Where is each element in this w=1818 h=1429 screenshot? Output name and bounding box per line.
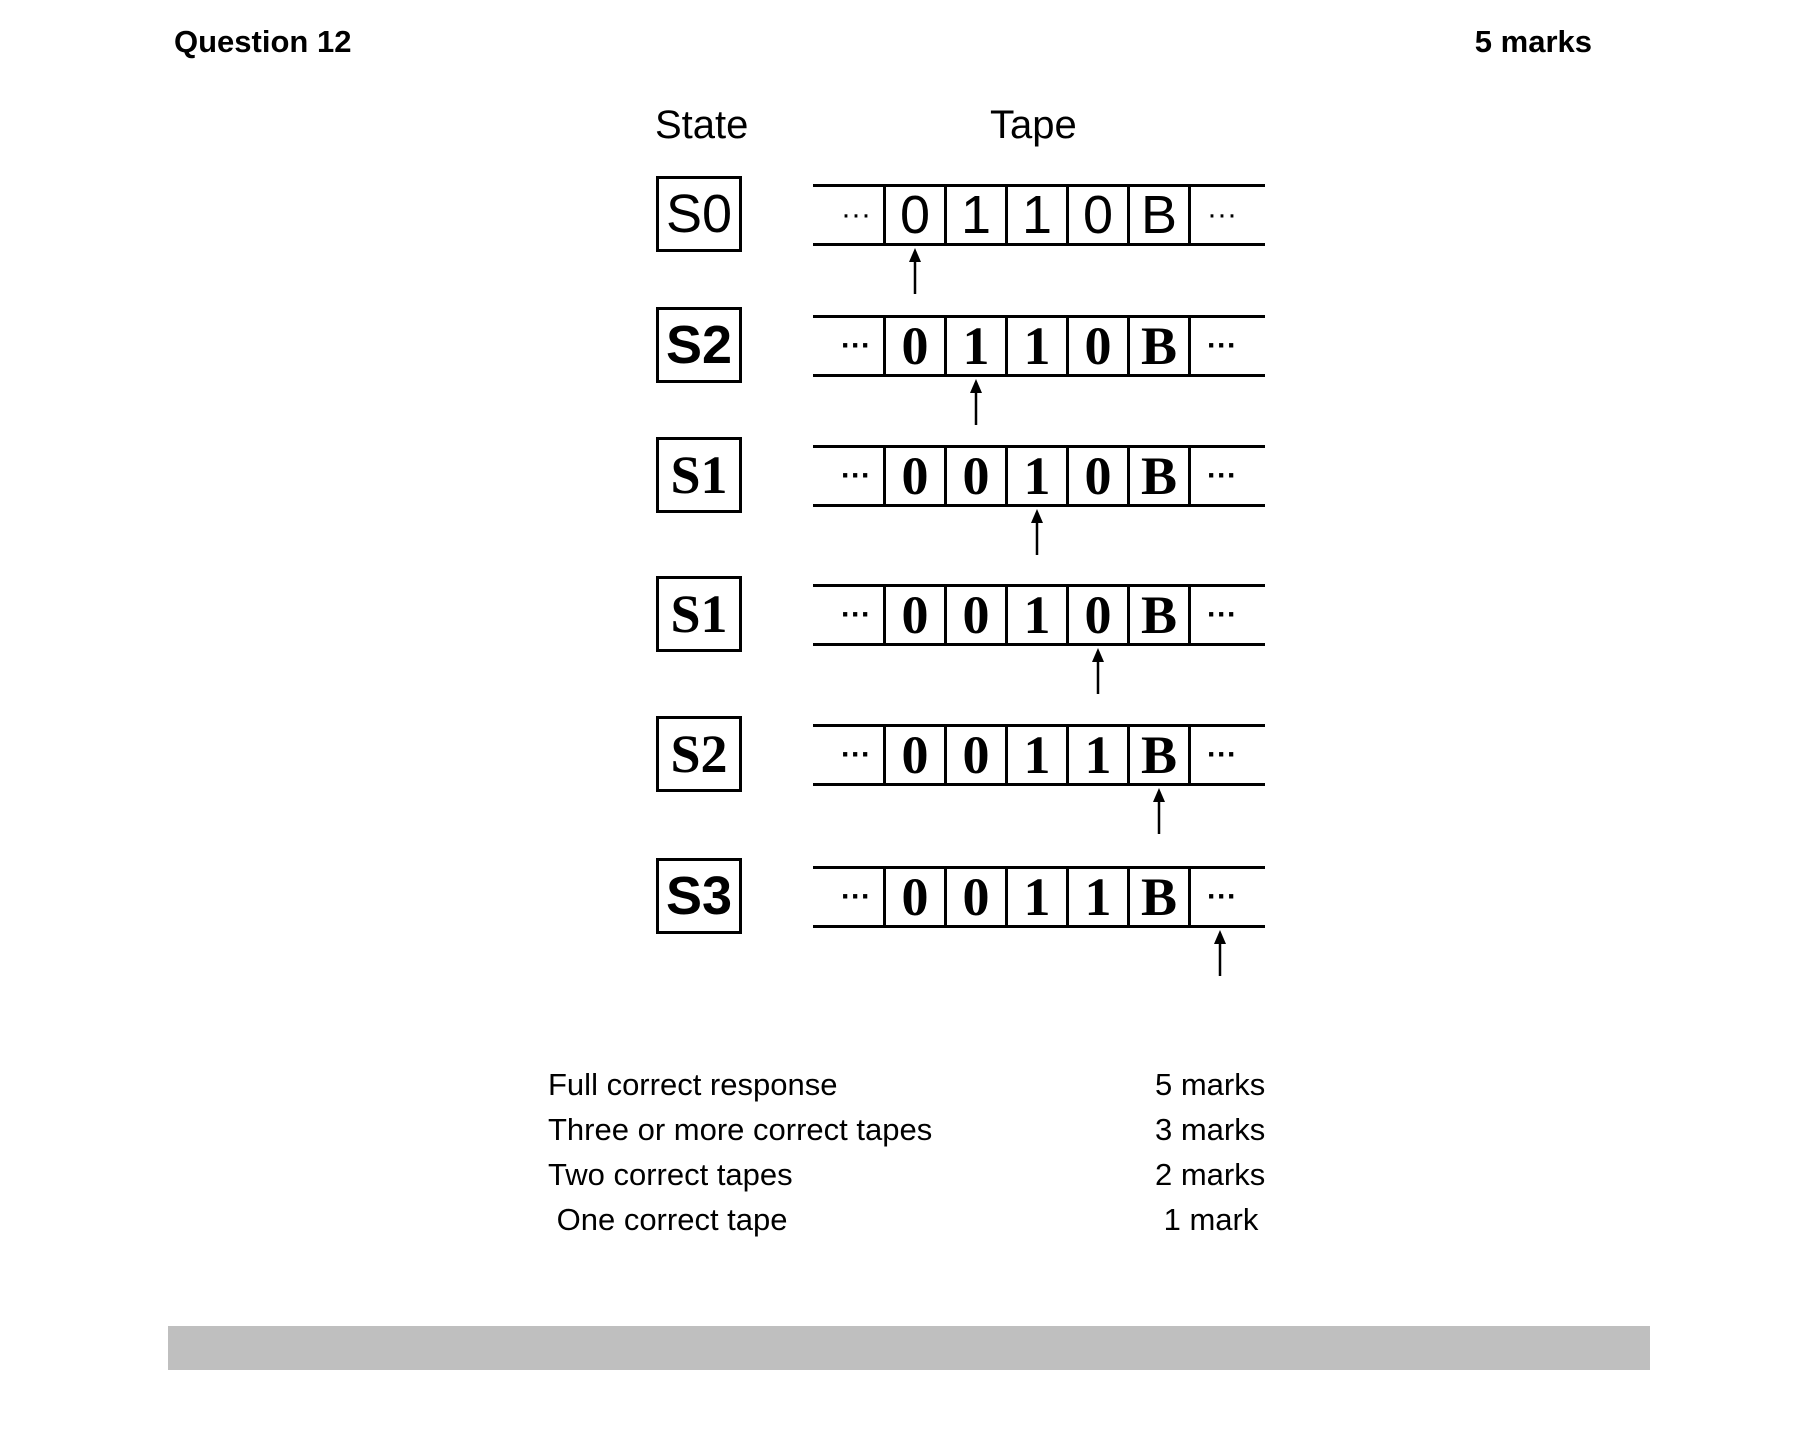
tape-cells bbox=[883, 587, 1191, 643]
tape-ellipsis-left: ··· bbox=[841, 598, 871, 631]
tape bbox=[813, 584, 1265, 646]
tape-cell: 0 bbox=[1069, 587, 1130, 643]
tape-cell: 1 bbox=[1008, 869, 1069, 925]
state-box: S2 bbox=[656, 307, 742, 383]
tape-cell: 0 bbox=[886, 187, 947, 243]
scheme-criterion: Full correct response bbox=[548, 1066, 838, 1102]
head-arrow-icon bbox=[1027, 509, 1047, 555]
scheme-marks: 1 mark bbox=[1155, 1201, 1259, 1237]
tape-cell: 0 bbox=[947, 587, 1008, 643]
tape-cell: 1 bbox=[1069, 727, 1130, 783]
state-box: S1 bbox=[656, 437, 742, 513]
trace-row bbox=[0, 307, 1818, 427]
tape-cell: B bbox=[1130, 318, 1191, 374]
tape bbox=[813, 866, 1265, 928]
tape bbox=[813, 724, 1265, 786]
tape-ellipsis-left: ··· bbox=[841, 198, 871, 231]
tape-cell: 1 bbox=[1069, 869, 1130, 925]
tape-cell: 0 bbox=[886, 869, 947, 925]
tape-ellipsis-right: ··· bbox=[1207, 459, 1237, 492]
scheme-marks: 5 marks bbox=[1155, 1066, 1266, 1102]
tape-cell: 0 bbox=[947, 448, 1008, 504]
scheme-row bbox=[548, 1152, 1295, 1197]
tape-cell: 1 bbox=[947, 187, 1008, 243]
tape-cell: 1 bbox=[947, 318, 1008, 374]
tape-cell: B bbox=[1130, 187, 1191, 243]
state-column-header: State bbox=[655, 103, 749, 147]
tape-cells bbox=[883, 448, 1191, 504]
head-arrow-icon bbox=[1088, 648, 1108, 694]
trace-row bbox=[0, 858, 1818, 978]
trace-row bbox=[0, 176, 1818, 296]
tape-ellipsis-left: ··· bbox=[841, 738, 871, 771]
tape bbox=[813, 184, 1265, 246]
tape-cell: B bbox=[1130, 587, 1191, 643]
marking-scheme bbox=[548, 1062, 1295, 1242]
tape-ellipsis-left: ··· bbox=[841, 880, 871, 913]
scheme-marks: 3 marks bbox=[1155, 1111, 1266, 1147]
tape-cell: 0 bbox=[947, 869, 1008, 925]
tape-cell: 0 bbox=[886, 727, 947, 783]
tape-cell: 0 bbox=[1069, 187, 1130, 243]
tape-ellipsis-right: ··· bbox=[1207, 198, 1237, 231]
tape-cell: 1 bbox=[1008, 448, 1069, 504]
head-arrow-icon bbox=[1210, 930, 1230, 976]
tape-ellipsis-left: ··· bbox=[841, 459, 871, 492]
tape-cell: 0 bbox=[947, 727, 1008, 783]
tape-cell: 0 bbox=[886, 318, 947, 374]
state-box: S2 bbox=[656, 716, 742, 792]
head-arrow-icon bbox=[966, 379, 986, 425]
tape bbox=[813, 315, 1265, 377]
tape-ellipsis-right: ··· bbox=[1207, 880, 1237, 913]
tape-cells bbox=[883, 187, 1191, 243]
tape-cells bbox=[883, 318, 1191, 374]
tape-cell: 0 bbox=[886, 448, 947, 504]
tape-cells bbox=[883, 869, 1191, 925]
tape-cell: 1 bbox=[1008, 587, 1069, 643]
tape-cells bbox=[883, 727, 1191, 783]
tape-cell: 1 bbox=[1008, 727, 1069, 783]
tape-cell: 1 bbox=[1008, 187, 1069, 243]
scheme-marks: 2 marks bbox=[1155, 1156, 1266, 1192]
tape-cell: B bbox=[1130, 869, 1191, 925]
state-box: S3 bbox=[656, 858, 742, 934]
tape-cell: 1 bbox=[1008, 318, 1069, 374]
tape-ellipsis-left: ··· bbox=[841, 329, 871, 362]
tape-column-header: Tape bbox=[990, 103, 1077, 147]
trace-row bbox=[0, 576, 1818, 696]
state-box: S1 bbox=[656, 576, 742, 652]
head-arrow-icon bbox=[905, 248, 925, 294]
tape-ellipsis-right: ··· bbox=[1207, 738, 1237, 771]
tape-cell: 0 bbox=[1069, 318, 1130, 374]
tape-ellipsis-right: ··· bbox=[1207, 329, 1237, 362]
question-title: Question 12 bbox=[174, 24, 352, 59]
tape bbox=[813, 445, 1265, 507]
scheme-criterion: One correct tape bbox=[548, 1201, 788, 1237]
footer-bar bbox=[168, 1326, 1650, 1370]
tape-cell: B bbox=[1130, 727, 1191, 783]
state-box: S0 bbox=[656, 176, 742, 252]
trace-row bbox=[0, 437, 1818, 557]
trace-row bbox=[0, 716, 1818, 836]
scheme-row bbox=[548, 1107, 1295, 1152]
scheme-criterion: Two correct tapes bbox=[548, 1156, 793, 1192]
scheme-row bbox=[548, 1197, 1295, 1242]
tape-cell: 0 bbox=[886, 587, 947, 643]
scheme-row bbox=[548, 1062, 1295, 1107]
tape-cell: B bbox=[1130, 448, 1191, 504]
tape-ellipsis-right: ··· bbox=[1207, 598, 1237, 631]
question-marks: 5 marks bbox=[1474, 24, 1592, 59]
scheme-criterion: Three or more correct tapes bbox=[548, 1111, 933, 1147]
tape-cell: 0 bbox=[1069, 448, 1130, 504]
head-arrow-icon bbox=[1149, 788, 1169, 834]
